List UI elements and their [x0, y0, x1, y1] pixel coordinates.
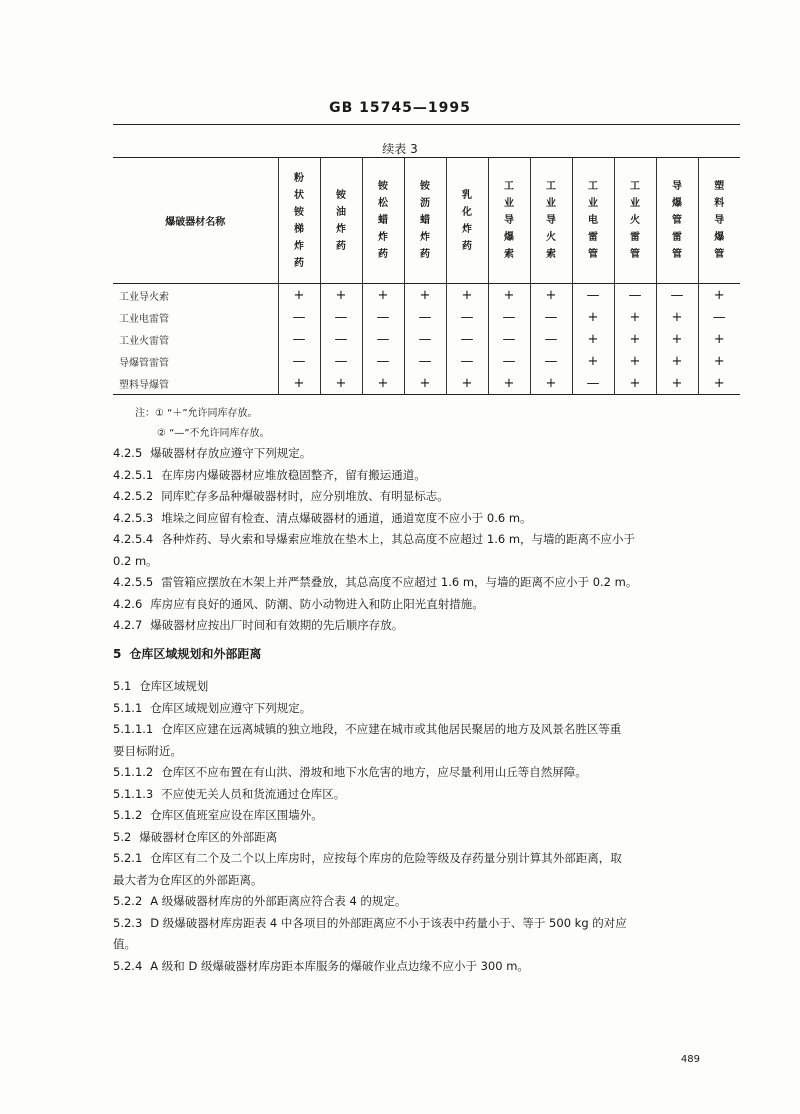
column-header	[446, 158, 488, 284]
table-cell: +	[404, 284, 446, 307]
table-cell: +	[362, 284, 404, 307]
column-header-label: 工业火雷管	[630, 181, 640, 260]
clause-number: 5.2.2	[113, 894, 143, 908]
table-cell: —	[446, 328, 488, 350]
table-cell: +	[530, 372, 572, 395]
table-cell: —	[488, 328, 530, 350]
column-header	[404, 158, 446, 284]
clause-line	[113, 762, 743, 783]
table-cell: +	[614, 328, 656, 350]
table-cell: +	[572, 328, 614, 350]
table-cell: —	[320, 328, 362, 350]
clause-line	[113, 891, 743, 912]
table-cell: +	[698, 328, 740, 350]
clause-text: A 级爆破器材库房的外部距离应符合表 4 的规定。	[150, 894, 407, 908]
table-cell: +	[278, 372, 320, 395]
table-cell: —	[278, 328, 320, 350]
table-cell: —	[278, 306, 320, 328]
column-header	[572, 158, 614, 284]
column-header-label: 铵油炸药	[336, 189, 346, 252]
column-header-label: 工业电雷管	[588, 181, 598, 260]
table-cell: +	[446, 372, 488, 395]
note-1: 注：① “＋”允许同库存放。	[135, 408, 258, 419]
table-cell: +	[656, 350, 698, 372]
table-cell: —	[698, 306, 740, 328]
clause-line	[113, 827, 743, 848]
table-cell: +	[320, 284, 362, 307]
clause-text: 爆破器材存放应遵守下列规定。	[150, 446, 312, 460]
row-label: 工业电雷管	[119, 313, 169, 325]
table-cell: +	[656, 328, 698, 350]
clause-text: 爆破器材应按出厂时间和有效期的先后顺序存放。	[150, 618, 404, 632]
clause-text: 各种炸药、导火索和导爆索应堆放在垫木上，其总高度不应超过 1.6 m，与墙的距离不应小于	[161, 532, 636, 546]
clause-line	[113, 529, 743, 550]
table-cell: —	[530, 306, 572, 328]
table-cell: —	[614, 284, 656, 307]
row-label: 工业导火索	[119, 291, 169, 303]
section-number: 5	[113, 647, 122, 661]
column-header	[278, 158, 320, 284]
table-cell: —	[530, 328, 572, 350]
table-row	[113, 350, 740, 372]
column-header	[362, 158, 404, 284]
clause-number: 4.2.5.4	[113, 532, 154, 546]
table-cell: +	[404, 372, 446, 395]
column-header	[320, 158, 362, 284]
clause-number: 5.2	[113, 829, 132, 844]
table-cell: —	[404, 350, 446, 372]
table-cell: +	[320, 372, 362, 395]
clause-number: 5.1.1.2	[113, 765, 154, 779]
column-header	[656, 158, 698, 284]
clause-text: 仓库区值班室应设在库区围墙外。	[150, 808, 323, 822]
clause-text: 堆垛之间应留有检查、清点爆破器材的通道，通道宽度不应小于 0.6 m。	[161, 510, 532, 525]
row-label: 导爆管雷管	[119, 357, 169, 369]
clause-number: 4.2.5.5	[113, 575, 154, 589]
clause-number: 5.2.1	[113, 851, 143, 865]
table-cell: +	[488, 284, 530, 307]
table-cell: —	[446, 350, 488, 372]
column-header	[614, 158, 656, 284]
clause-line	[113, 508, 743, 529]
clause-text: 雷管箱应摆放在木架上并严禁叠放，其总高度不应超过 1.6 m，与墙的距离不应小于 0.2 m。	[161, 575, 638, 589]
table-cell: —	[530, 350, 572, 372]
column-header-label: 塑料导爆管	[714, 181, 725, 260]
table-cell: +	[488, 372, 530, 395]
clause-line	[113, 615, 743, 636]
clause-line	[113, 784, 743, 805]
table-cell: +	[698, 284, 740, 307]
clause-continuation: 最大者为仓库区的外部距离。	[113, 872, 263, 887]
clause-number: 5.1.1.1	[113, 722, 154, 736]
column-header-label: 工业导爆索	[504, 181, 514, 260]
table-cell: —	[656, 284, 698, 307]
table-cell: —	[362, 350, 404, 372]
row-label: 塑料导爆管	[113, 372, 278, 395]
page-number: 489	[680, 1054, 700, 1065]
column-header-label: 铵松蜡炸药	[378, 181, 388, 260]
table-cell: +	[530, 284, 572, 307]
clause-line	[113, 572, 743, 593]
table-cell: —	[572, 284, 614, 307]
section-heading	[113, 644, 743, 665]
clause-line	[113, 698, 743, 719]
clause-continuation: 值。	[113, 937, 136, 951]
header-rule	[113, 124, 740, 125]
clause-line	[113, 594, 743, 615]
table-cell: +	[656, 372, 698, 395]
table-row	[113, 328, 740, 350]
table-cell: +	[446, 284, 488, 307]
table-header-row	[113, 158, 740, 284]
clause-line	[113, 486, 743, 507]
clause-number: 5.2.4	[113, 958, 143, 973]
standard-number: GB 15745—1995	[329, 100, 471, 116]
table-cell: —	[404, 306, 446, 328]
clause-line	[113, 465, 743, 486]
table-cell: —	[572, 372, 614, 395]
table-cell: +	[698, 372, 740, 395]
clause-text: 同库贮存多品种爆破器材时，应分别堆放、有明显标志。	[161, 489, 449, 503]
clause-text: D 级爆破器材库房距表 4 中各项目的外部距离应不小于该表中药量小于、等于 500 kg 的对应	[150, 915, 627, 930]
clause-number: 4.2.6	[113, 596, 143, 611]
clause-number: 5.2.3	[113, 915, 143, 930]
clause-text: 仓库区域规划应遵守下列规定。	[150, 700, 312, 715]
clause-text: 在库房内爆破器材应堆放稳固整齐，留有搬运通道。	[161, 467, 426, 482]
clause-text: 库房应有良好的通风、防潮、防小动物进入和防止阳光直射措施。	[150, 596, 484, 611]
clause-line	[113, 956, 743, 977]
clause-line	[113, 676, 743, 697]
corner-header: 爆破器材名称	[113, 158, 278, 284]
table-cell: —	[362, 306, 404, 328]
clause-continuation: 要目标附近。	[113, 743, 182, 758]
section-title: 仓库区域规划和外部距离	[129, 647, 262, 661]
clause-text: 仓库区不应布置在有山洪、滑坡和地下水危害的地方，应尽量利用山丘等自然屏障。	[161, 765, 587, 779]
column-header	[488, 158, 530, 284]
column-header-label: 乳化炸药	[462, 189, 472, 252]
table-cell: +	[278, 284, 320, 307]
table-cell: +	[656, 306, 698, 328]
table-cell: —	[320, 350, 362, 372]
clause-text: A 级和 D 级爆破器材库房距本库服务的爆破作业点边缘不应小于 300 m。	[150, 958, 529, 973]
clause-continuation: 0.2 m。	[113, 553, 158, 568]
clause-line	[113, 805, 743, 826]
compatibility-table	[113, 157, 740, 395]
clause-number: 4.2.5.2	[113, 489, 154, 503]
clause-number: 4.2.7	[113, 618, 143, 632]
column-header-label: 铵沥蜡炸药	[420, 181, 430, 260]
clause-text: 仓库区应建在远离城镇的独立地段，不应建在城市或其他居民聚居的地方及风景名胜区等重	[161, 722, 622, 736]
table-cell: —	[488, 306, 530, 328]
column-header-label: 导爆管雷管	[672, 181, 682, 260]
clause-number: 4.2.5	[113, 446, 143, 460]
table-row	[113, 372, 740, 395]
clause-number: 5.1.1	[113, 700, 143, 715]
column-header	[530, 158, 572, 284]
table-cell: —	[446, 306, 488, 328]
table-cell: —	[278, 350, 320, 372]
clause-line	[113, 719, 743, 740]
table-cell: +	[614, 372, 656, 395]
table-cell: +	[614, 350, 656, 372]
clause-number: 5.1.2	[113, 808, 143, 822]
table-row	[113, 284, 740, 307]
column-header-label: 粉状铵梯炸药	[294, 172, 304, 269]
table-row	[113, 306, 740, 328]
clause-text: 不应使无关人员和货流通过仓库区。	[161, 786, 346, 801]
clause-text: 爆破器材仓库区的外部距离	[139, 829, 278, 844]
clause-text: 仓库区有二个及二个以上库房时，应按每个库房的危险等级及存药量分别计算其外部距离，取	[150, 851, 622, 865]
clause-text: 仓库区域规划	[139, 679, 209, 693]
column-header-label: 工业导火索	[546, 181, 556, 260]
table-cell: +	[698, 350, 740, 372]
clause-number: 4.2.5.3	[113, 510, 154, 525]
clause-number: 5.1	[113, 679, 132, 693]
table-cell: —	[488, 350, 530, 372]
clause-number: 4.2.5.1	[113, 467, 154, 482]
table-cell: +	[572, 306, 614, 328]
table-cell: +	[614, 306, 656, 328]
clause-number: 5.1.1.3	[113, 786, 154, 801]
table-cell: —	[320, 306, 362, 328]
table-caption: 续表 3	[382, 142, 418, 156]
row-label: 工业火雷管	[119, 335, 169, 347]
clause-line	[113, 913, 743, 934]
table-cell: +	[362, 372, 404, 395]
table-cell: —	[404, 328, 446, 350]
clause-line	[113, 848, 743, 869]
table-cell: —	[362, 328, 404, 350]
note-2: ② “—”不允许同库存放。	[157, 428, 270, 439]
table-cell: +	[572, 350, 614, 372]
column-header	[698, 158, 740, 284]
clause-line	[113, 443, 743, 464]
